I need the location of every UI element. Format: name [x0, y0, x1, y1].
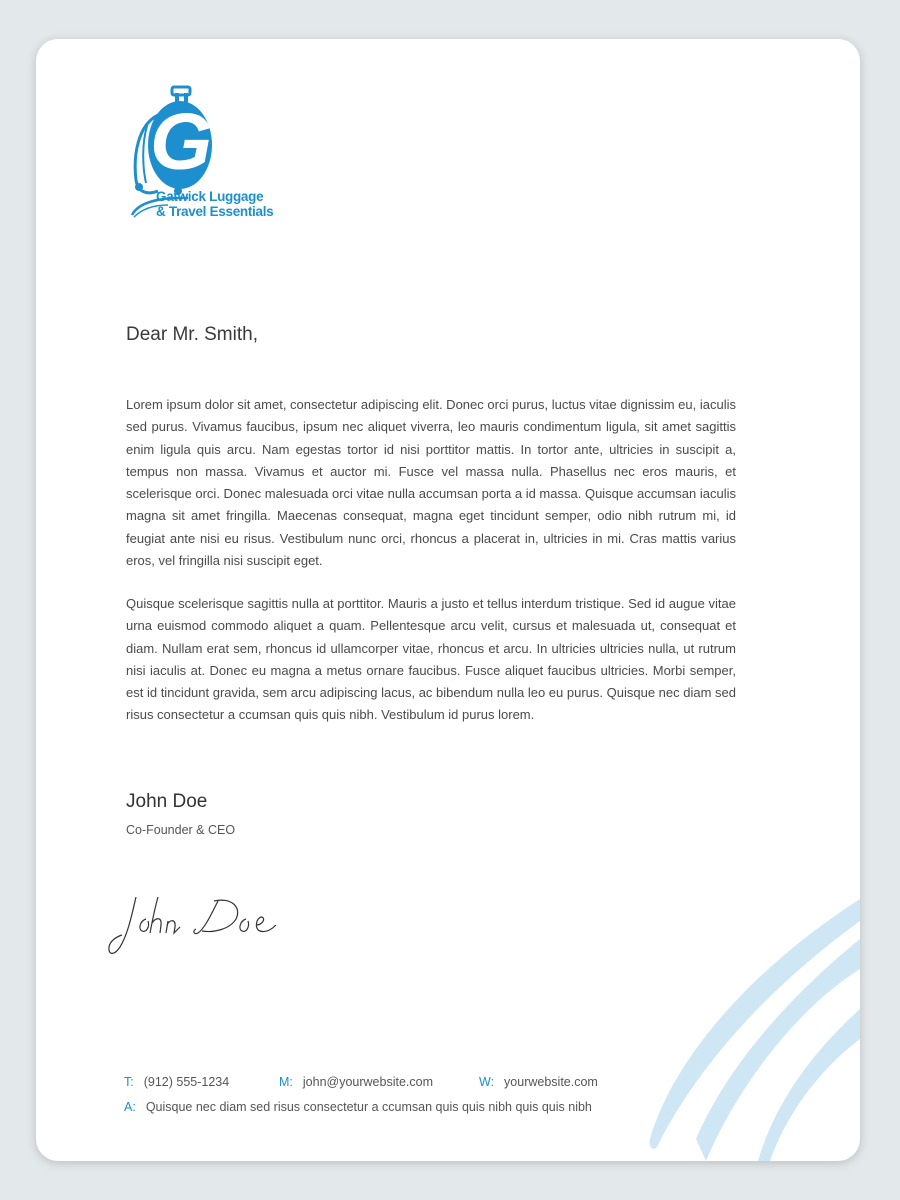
letter-paragraph-2: Quisque scelerisque sagittis nulla at porttitor. Mauris a justo et tellus interdum tristique. Sed id augue vitae urna euismod commodo aliquet a quam. Pellentesque arcu velit, cursus et malesuada ut, consequat et diam. Nullam erat sem, rhoncus id ullamcorper vitae, rhoncus et arcu. In ultricies ultricies nulla, ut rutrum nisi iaculis at. Donec eu magna a metus ornare faucibus. Fusce aliquet faucibus ultricies. Morbi semper, est id tincidunt gravida, sem arcu adipiscing lacus, ac bibendum nulla leo eu purus. Quisque nec diam sed risus consectetur a ccumsan quis quis nibh. Vestibulum id purus lorem. [126, 596, 736, 723]
phone-value: (912) 555-1234 [143, 1075, 230, 1089]
website-item [479, 1075, 598, 1089]
brand-name-line2: & Travel Essentials [156, 204, 274, 219]
website-link[interactable]: yourwebsite.com [504, 1075, 598, 1089]
email-label: M: [279, 1075, 293, 1089]
company-logo [128, 85, 298, 225]
letterhead-page [36, 39, 860, 1161]
address-item [124, 1100, 592, 1114]
brand-name [156, 189, 273, 219]
address-label: A: [124, 1100, 136, 1114]
handwritten-signature [106, 889, 306, 964]
logo-letter: G [150, 97, 213, 186]
decorative-swoosh [646, 899, 860, 1161]
brand-name-line1: Gatwick Luggage [156, 189, 264, 204]
email-link[interactable]: john@yourwebsite.com [302, 1075, 433, 1089]
address-value: Quisque nec diam sed risus consectetur a ccumsan quis quis nibh quis quis nibh [145, 1100, 592, 1114]
signer-name: John Doe [126, 791, 208, 812]
phone-label: T: [124, 1075, 134, 1089]
phone-item [124, 1075, 229, 1089]
signer-title: Co-Founder & CEO [126, 823, 236, 837]
greeting: Dear Mr. Smith, [126, 324, 258, 345]
email-item [279, 1075, 433, 1089]
website-label: W: [479, 1075, 495, 1089]
letter-paragraph-1: Lorem ipsum dolor sit amet, consectetur adipiscing elit. Donec orci purus, luctus vitae dignissim eu, iaculis sed purus. Vivamus faucibus, ipsum nec aliquet viverra, leo mauris condimentum ligula, sit amet sagittis enim ligula quis arcu. Nam egestas tortor id nisi porttitor mattis. In tortor ante, ultricies in suscipit a, tempus non massa. Vivamus et auctor mi. Fusce vel massa nulla. Phasellus nec eros mauris, et scelerisque orci. Donec malesuada orci vitae nulla accumsan porta a id massa. Quisque accumsan iaculis magna sit amet fringilla. Maecenas consequat, magna eget tincidunt semper, odio nibh rutrum mi, id feugiat ante nisi eu risus. Vestibulum nunc orci, rhoncus a placerat in, ultricies in mi. Cras mattis varius eros, vel fringilla nisi suscipit eget. [126, 397, 736, 569]
